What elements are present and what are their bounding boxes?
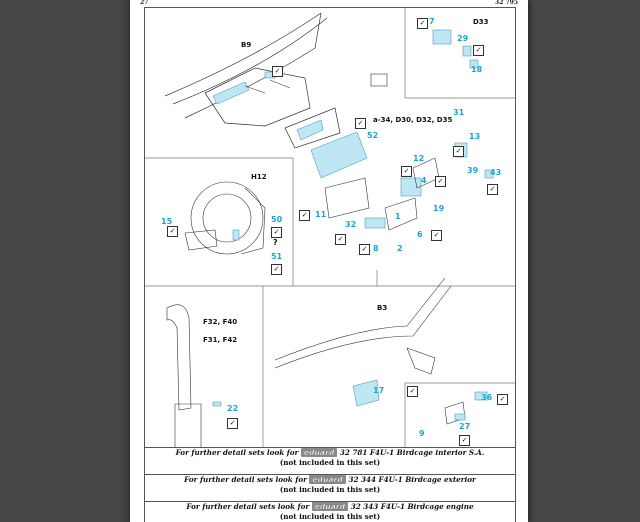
part-number: 18 [471,65,483,74]
part-number: 7 [429,17,435,26]
notice-prefix: For further detail sets look for [186,502,310,511]
view-label-f32: F32, F40 [203,318,238,326]
part-number: 52 [367,131,379,140]
view-label-h12: H12 [251,173,267,181]
part-number: 12 [413,154,425,163]
page-shadow [120,0,130,522]
assembly-diagram [144,7,516,448]
further-detail-notice [144,447,516,475]
view-label-d33: D33 [473,18,489,26]
part-number: 1 [395,212,401,221]
check-box[interactable]: ✓ [453,146,464,157]
part-number: 15 [161,217,173,226]
check-box[interactable]: ✓ [359,244,370,255]
part-number: 39 [467,166,479,175]
notice-note: (not included in this set) [279,485,381,494]
part-number: 27 [459,422,471,431]
part-number: 29 [457,34,469,43]
part-number: 9 [419,429,425,438]
part-number: 36 [481,393,493,402]
part-number: 31 [453,108,465,117]
part-number: 17 [373,386,385,395]
part-number: 50 [271,215,283,224]
notice-note: (not included in this set) [279,458,381,467]
check-box[interactable]: ✓ [407,386,418,397]
view-label-f31: F31, F42 [203,336,238,344]
part-number: 51 [271,252,283,261]
check-box[interactable]: ✓ [401,166,412,177]
diagram-linework [145,8,515,448]
set-number: 32 795 [495,0,518,6]
check-box[interactable]: ✓ [487,184,498,195]
view-label-b3: B3 [377,304,388,312]
check-box[interactable]: ✓ [417,18,428,29]
part-number: 22 [227,404,239,413]
notice-prefix: For further detail sets look for [184,475,307,484]
check-box[interactable]: ✓ [227,418,238,429]
part-number: 13 [469,132,481,141]
check-box[interactable]: ✓ [435,176,446,187]
check-box[interactable]: ✓ [272,66,283,77]
check-box[interactable]: ✓ [167,226,178,237]
part-number: 32 [345,220,357,229]
check-box[interactable]: ✓ [459,435,470,446]
check-box[interactable]: ✓ [355,118,366,129]
part-number: 43 [490,168,502,177]
check-box[interactable]: ✓ [473,45,484,56]
eduard-logo: eduard [309,475,345,484]
check-box[interactable]: ✓ [497,394,508,405]
notice-set: 32 343 F4U-1 Birdcage engine [350,502,474,511]
notice-prefix: For further detail sets look for [175,448,299,457]
eduard-logo: eduard [312,502,348,511]
notice-set: 32 344 F4U-1 Birdcage exterior [348,475,476,484]
part-number: 19 [433,204,445,213]
view-label-center: a-34, D30, D32, D35 [373,116,453,124]
page-number: 27 [140,0,149,6]
part-number: 2 [397,244,403,253]
part-number: 11 [315,210,327,219]
eduard-logo: eduard [301,448,337,457]
check-box[interactable]: ✓ [335,234,346,245]
further-detail-notice [144,501,516,522]
part-number: 6 [417,230,423,239]
check-box[interactable]: ✓ [299,210,310,221]
further-detail-notice [144,474,516,502]
instruction-page[interactable] [130,0,528,522]
question-mark: ? [273,238,278,247]
check-box[interactable]: ✓ [271,227,282,238]
part-number: 4 [421,176,427,185]
check-box[interactable]: ✓ [431,230,442,241]
part-number: 8 [373,244,379,253]
check-box[interactable]: ✓ [271,264,282,275]
notice-set: 32 781 F4U-1 Birdcage interior S.A. [339,448,485,457]
notice-note: (not included in this set) [279,512,381,521]
view-label-b9: B9 [241,41,252,49]
page-header [130,0,528,7]
